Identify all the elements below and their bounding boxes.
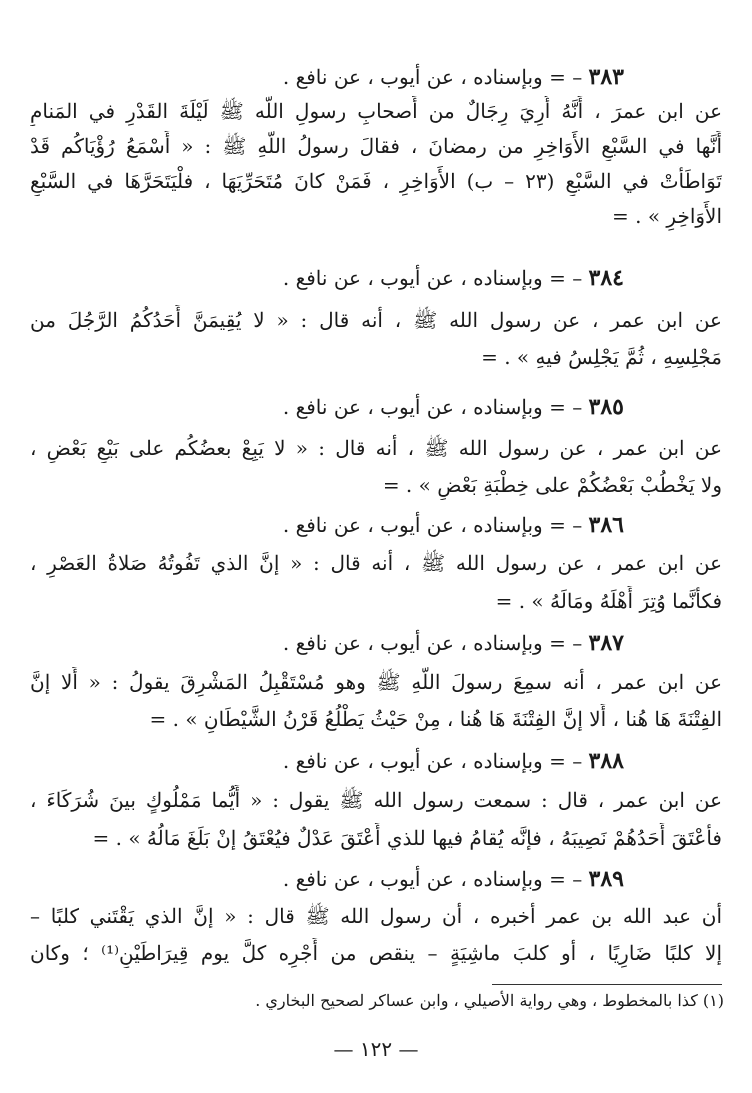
hadith-number: ٣٨٩	[588, 866, 624, 892]
footnote-divider	[492, 984, 722, 985]
hadith-text-line: مَجْلِسِهِ ، ثُمَّ يَجْلِسُ فيهِ » . =	[481, 345, 722, 369]
hadith-isnad: – = وبإسناده ، عن أيوب ، عن نافع .	[282, 631, 583, 655]
hadith-text-line: الفِتْنَةَ هَا هُنا ، أَلا إنَّ الفِتْنَةَ هَا هُنا ، مِنْ حَيْثُ يَطْلُعُ قَرْنُ الشَّيْطَانِ » . =	[149, 707, 722, 731]
hadith-header-385	[30, 392, 624, 422]
hadith-header-388	[30, 746, 624, 776]
hadith-text-line: عن ابن عمر ، عن رسول الله ﷺ ، أنه قال : « إنَّ الذي تَفُوتُهُ صَلاةُ العَصْرِ ،	[30, 551, 722, 575]
hadith-isnad: – = وبإسناده ، عن أيوب ، عن نافع .	[282, 395, 583, 419]
footnote: (١) كذا بالمخطوط ، وهي رواية الأصيلي ، وابن عساكر لصحيح البخاري .	[255, 991, 724, 1010]
hadith-header-383	[30, 62, 624, 92]
hadith-number: ٣٨٣	[588, 64, 624, 90]
hadith-number: ٣٨٥	[588, 394, 624, 420]
hadith-number: ٣٨٧	[588, 630, 624, 656]
hadith-number: ٣٨٤	[588, 265, 624, 291]
hadith-header-384	[30, 263, 624, 293]
hadith-header-389	[30, 864, 624, 894]
hadith-isnad: – = وبإسناده ، عن أيوب ، عن نافع .	[282, 749, 583, 773]
hadith-isnad: – = وبإسناده ، عن أيوب ، عن نافع .	[282, 867, 583, 891]
hadith-header-387	[30, 628, 624, 658]
hadith-number: ٣٨٦	[588, 512, 624, 538]
hadith-text-line: ولا يَخْطُبْ بَعْضُكُمْ على خِطْبَةِ بَعْضٍ » . =	[382, 473, 722, 497]
hadith-header-386	[30, 510, 624, 540]
hadith-text-line: أَنَّها في السَّبْعِ الأَوَاخِرِ من رمضانَ ، فقالَ رسولُ اللّهِ ﷺ : « أَسْمَعُ رُؤْيَاكُم قَدْ	[30, 134, 722, 158]
hadith-isnad: – = وبإسناده ، عن أيوب ، عن نافع .	[282, 266, 583, 290]
hadith-text-line: إلا كلبًا ضَارِيًا ، أو كلبَ ماشِيَةٍ – ينقص من أَجْرِه كلَّ يوم قِيرَاطَيْنِ⁽¹⁾ ؛ وكان	[30, 941, 722, 965]
hadith-text-line: فأَعْتَقَ أَحَدُهُمْ نَصِيبَهُ ، فإنَّه يُقامُ فيها للذي أَعْتَقَ عَدْلٌ فيُعْتَقُ إنْ بَلَغَ مَالُهُ » . =	[92, 826, 722, 850]
hadith-text-line: الأَوَاخِرِ » . =	[612, 204, 722, 228]
hadith-text-line: عن ابن عمر ، قال : سمعت رسول الله ﷺ يقول : « أَيُّما مَمْلُوكٍ بينَ شُرَكَاءَ ،	[30, 788, 722, 812]
hadith-text-line: عن ابن عمر ، أنه سمِعَ رسولَ اللّهِ ﷺ وهو مُسْتَقْبِلُ المَشْرِقَ يقولُ : « أَلا إنَّ	[30, 670, 722, 694]
hadith-text-line: أن عبد الله بن عمر أخبره ، أن رسول الله ﷺ قال : « إنَّ الذي يَقْتَني كلبًا –	[30, 904, 722, 928]
page-number: — ١٢٢ —	[333, 1037, 419, 1061]
hadith-text-line: عن ابن عمرَ ، أَنَّهُ أُرِيَ رِجَالٌ من أَصحابِ رسولِ اللّه ﷺ لَيْلَةَ القَدْرِ في المَنامِ	[30, 99, 722, 123]
hadith-text-line: تَوَاطَأَتْ في السَّبْعِ (٢٣ – ب) الأَوَاخِرِ ، فَمَنْ كانَ مُتَحَرِّيَهَا ، فلْيَتَحَرَّهَا في السَّبْعِ	[30, 169, 722, 193]
hadith-isnad: – = وبإسناده ، عن أيوب ، عن نافع .	[282, 65, 583, 89]
hadith-number: ٣٨٨	[588, 748, 624, 774]
hadith-isnad: – = وبإسناده ، عن أيوب ، عن نافع .	[282, 513, 583, 537]
hadith-text-line: عن ابن عمر ، عن رسول الله ﷺ ، أنه قال : « لا يَبِعْ بعضُكُم على بَيْعِ بَعْضٍ ،	[30, 436, 722, 460]
hadith-text-line: فكأنَّما وُتِرَ أَهْلَهُ ومَالَهُ » . =	[495, 589, 722, 613]
hadith-text-line: عن ابن عمر ، عن رسول الله ﷺ ، أنه قال : « لا يُقِيمَنَّ أَحَدُكُمُ الرَّجُلَ من	[30, 308, 722, 332]
